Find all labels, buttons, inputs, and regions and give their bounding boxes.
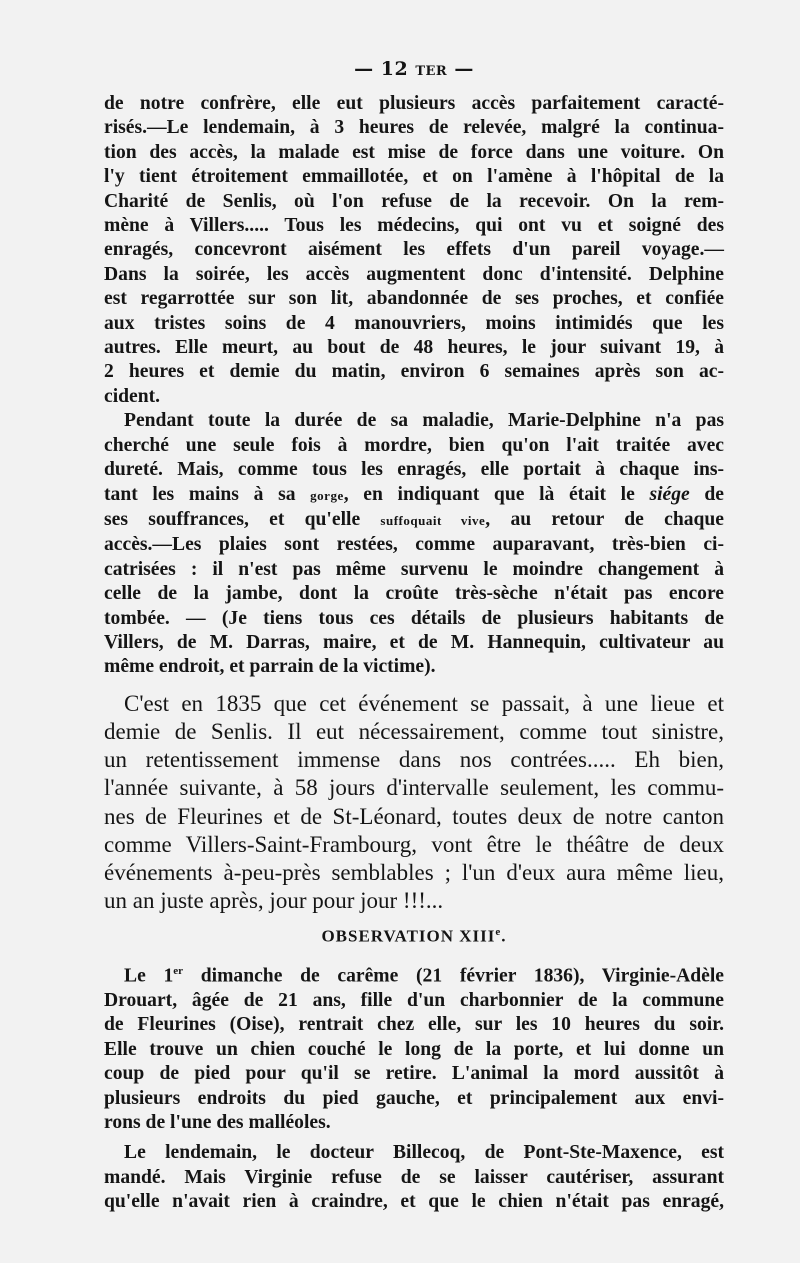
text-line: nes de Fleurines et de St-Léonard, toutes deux de notre canton: [104, 803, 724, 829]
text-line: tombée. — (Je tiens tous ces détails de plusieurs habitants de: [104, 607, 724, 629]
text-fragment: tant les mains à sa: [104, 483, 311, 505]
paragraph-next-day: [104, 1141, 724, 1214]
text-line: [104, 959, 724, 989]
text-line: Pendant toute la durée de sa maladie, Marie-Delphine n'a pas: [124, 410, 724, 432]
text-fragment: , au retour de chaque: [485, 508, 725, 530]
small-caps-term: gorge: [310, 487, 344, 503]
text-line: [104, 483, 724, 508]
text-line: [104, 508, 724, 533]
text-line: celle de la jambe, dont la croûte très-sèche n'était pas encore: [104, 583, 724, 605]
text-line: autres. Elle meurt, au bout de 48 heures, le jour suivant 19, à: [104, 337, 724, 359]
heading-end: .: [501, 927, 507, 947]
text-fragment: de: [689, 483, 724, 505]
text-line: tion des accès, la malade est mise de force dans une voiture. On: [104, 141, 724, 163]
paragraph-commentary: [104, 690, 724, 916]
small-caps-term: suffoquait vive: [380, 512, 486, 528]
ordinal-sup: er: [173, 965, 184, 978]
text-line: demie de Senlis. Il eut nécessairement, comme tout sinistre,: [104, 718, 724, 744]
text-line: est regarrottée sur son lit, abandonnée de ses proches, et confiée: [104, 288, 724, 310]
italic-term: siége: [649, 483, 690, 505]
text-line: coup de pied pour qu'il se retire. L'animal la mord aussitôt à: [104, 1063, 724, 1085]
text-line: cherché une seule fois à mordre, bien qu'on l'ait traitée avec: [104, 434, 724, 456]
text-line: C'est en 1835 que cet événement se passait, à une lieue et: [124, 690, 724, 716]
paragraph-continuation: [104, 92, 724, 409]
text-line: un an juste après, jour pour jour !!!...: [104, 888, 444, 914]
text-line: catrisées : il n'est pas même survenu le moindre changement à: [104, 558, 724, 580]
text-line: Dans la soirée, les accès augmentent donc d'intensité. Delphine: [104, 263, 724, 285]
observation-heading: [104, 926, 724, 947]
text-line: Drouart, âgée de 21 ans, fille d'un charbonnier de la commune: [104, 989, 724, 1011]
text-line: mandé. Mais Virginie refuse de se laisser cautériser, assurant: [104, 1166, 724, 1188]
text-line: l'y tient étroitement emmaillotée, et on l'amène à l'hôpital de la: [104, 166, 724, 188]
text-fragment: dimanche de carême (21 février 1836), Virginie-Adèle: [183, 965, 724, 987]
text-line: Elle trouve un chien couché le long de la porte, et lui donne un: [104, 1038, 724, 1060]
text-line: risés.—Le lendemain, à 3 heures de relevée, malgré la continua-: [104, 117, 724, 139]
heading-text: OBSERVATION XIII: [321, 927, 496, 947]
text-fragment: ses souffrances, et qu'elle: [104, 508, 381, 530]
header-dash: —: [454, 58, 474, 80]
text-line: Le lendemain, le docteur Billecoq, de Pont-Ste-Maxence, est: [124, 1142, 724, 1164]
text-line: de notre confrère, elle eut plusieurs accès parfaitement caracté-: [104, 93, 724, 114]
page-suffix: TER: [415, 64, 448, 79]
text-line: Charité de Senlis, où l'on refuse de la recevoir. On la rem-: [104, 190, 724, 212]
text-line: qu'elle n'avait rien à craindre, et que le chien n'était pas enragé,: [104, 1191, 724, 1213]
text-fragment: , en indiquant que là était le: [343, 483, 650, 505]
running-head: [104, 58, 724, 80]
text-line: l'année suivante, à 58 jours d'intervalle seulement, les commu-: [104, 775, 724, 801]
text-line: plusieurs endroits du pied gauche, et principalement aux envi-: [104, 1087, 724, 1109]
text-line: cident.: [104, 385, 161, 407]
text-line: Villers, de M. Darras, maire, et de M. Hannequin, cultivateur au: [104, 631, 724, 653]
text-line: enragés, concevront aisément les effets d'un pareil voyage.—: [104, 239, 724, 261]
text-fragment: Le 1: [124, 965, 174, 987]
paragraph-observation: [104, 959, 724, 1135]
text-line: événements à-peu-près semblables ; l'un d'eux aura même lieu,: [104, 859, 724, 885]
heading-sup: e: [495, 926, 502, 939]
text-line: 2 heures et demie du matin, environ 6 semaines après son ac-: [104, 361, 724, 383]
text-line: même endroit, et parrain de la victime).: [104, 656, 436, 678]
text-line: de Fleurines (Oise), rentrait chez elle, sur les 10 heures du soir.: [104, 1014, 724, 1036]
text-line: dureté. Mais, comme tous les enragés, elle portait à chaque ins-: [104, 459, 724, 481]
text-line: un retentissement immense dans nos contrées..... Eh bien,: [104, 747, 724, 773]
paragraph-illness: [104, 409, 724, 679]
text-line: mène à Villers..... Tous les médecins, qui ont vu et soigné des: [104, 215, 724, 237]
page-number: — 12: [354, 58, 409, 80]
text-line: comme Villers-Saint-Frambourg, vont être le théâtre de deux: [104, 831, 724, 857]
text-line: aux tristes soins de 4 manouvriers, moins intimidés que les: [104, 312, 724, 334]
text-line: rons de l'une des malléoles.: [104, 1112, 331, 1133]
text-line: accès.—Les plaies sont restées, comme auparavant, très-bien ci-: [104, 534, 724, 556]
